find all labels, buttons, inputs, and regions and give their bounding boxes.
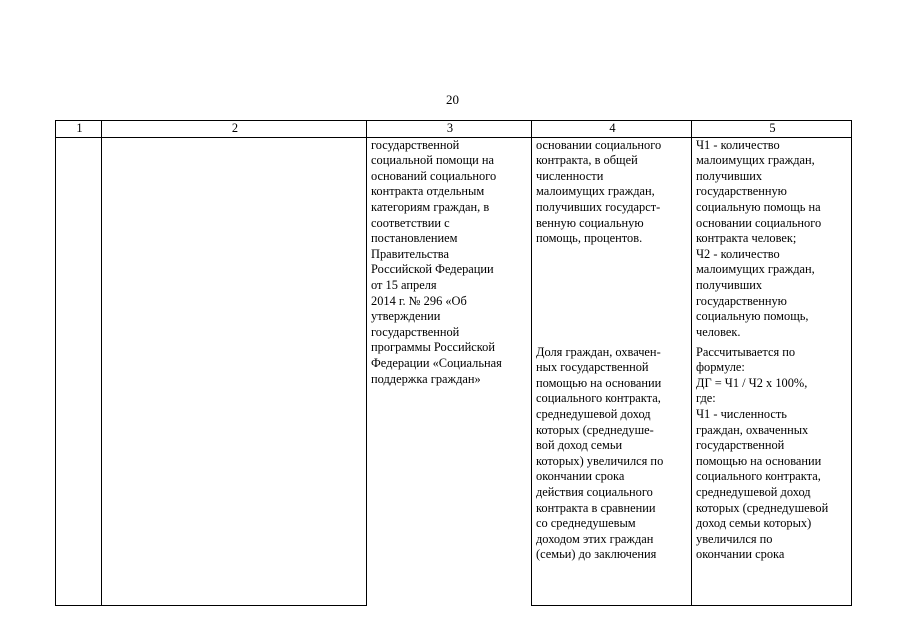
table-row (56, 137, 852, 345)
indicator-name-text: основании социального контракта, в общей численности малоимущих граждан, получивших государст- венную социальную помощь, процентов. (536, 137, 662, 246)
row1-col2-cell (102, 137, 367, 345)
header-cell-1: 1 (56, 121, 102, 138)
calculation-method-text: Ч1 - количество малоимущих граждан, получивших государственную социальную помощь на основании социального контракта человек; Ч2 - количество малоимущих граждан, получивших государственную социальную помощь, человек. (696, 137, 822, 339)
row1-col4-cell (532, 137, 692, 345)
page-number: 20 (446, 92, 459, 107)
row2-col2-cell (102, 345, 367, 606)
header-cell-4: 4 (532, 121, 692, 138)
indicator-name-text: Доля граждан, охвачен- ных государственной помощью на основании социального контракта, среднедушевой доход которых (среднедуше- вой доход семьи которых) увеличился по окончании срока действия социального контракта в сравнении со среднедушевым доходом этих граждан (семьи) до заключения (536, 344, 664, 562)
calculation-method-text: Рассчитывается по формуле: ДГ = Ч1 / Ч2 x 100%, где: Ч1 - численность граждан, охваченных государственной помощью на основании социального контракта, среднедушевой доход которых (среднедушевой доход семьи которых) увеличился по окончании срока (696, 344, 829, 562)
row1-col3-cell (367, 137, 532, 605)
row2-col5-cell (692, 345, 852, 606)
row2-col4-cell (532, 345, 692, 606)
header-cell-3: 3 (367, 121, 532, 138)
row1-col1-cell (56, 137, 102, 345)
program-reference-text: государственной социальной помощи на оснований социального контракта отдельным категориям граждан, в соответствии с постановлением Правительства Российской Федерации от 15 апреля 2014 г. № 296 «Об утверждении государственной программы Российской Федерации «Социальная поддержка граждан» (371, 137, 502, 386)
header-cell-2: 2 (102, 121, 367, 138)
table-header-row (56, 121, 852, 138)
row2-col1-cell (56, 345, 102, 606)
header-cell-5: 5 (692, 121, 852, 138)
row1-col5-cell (692, 137, 852, 345)
indicator-table (55, 120, 852, 606)
